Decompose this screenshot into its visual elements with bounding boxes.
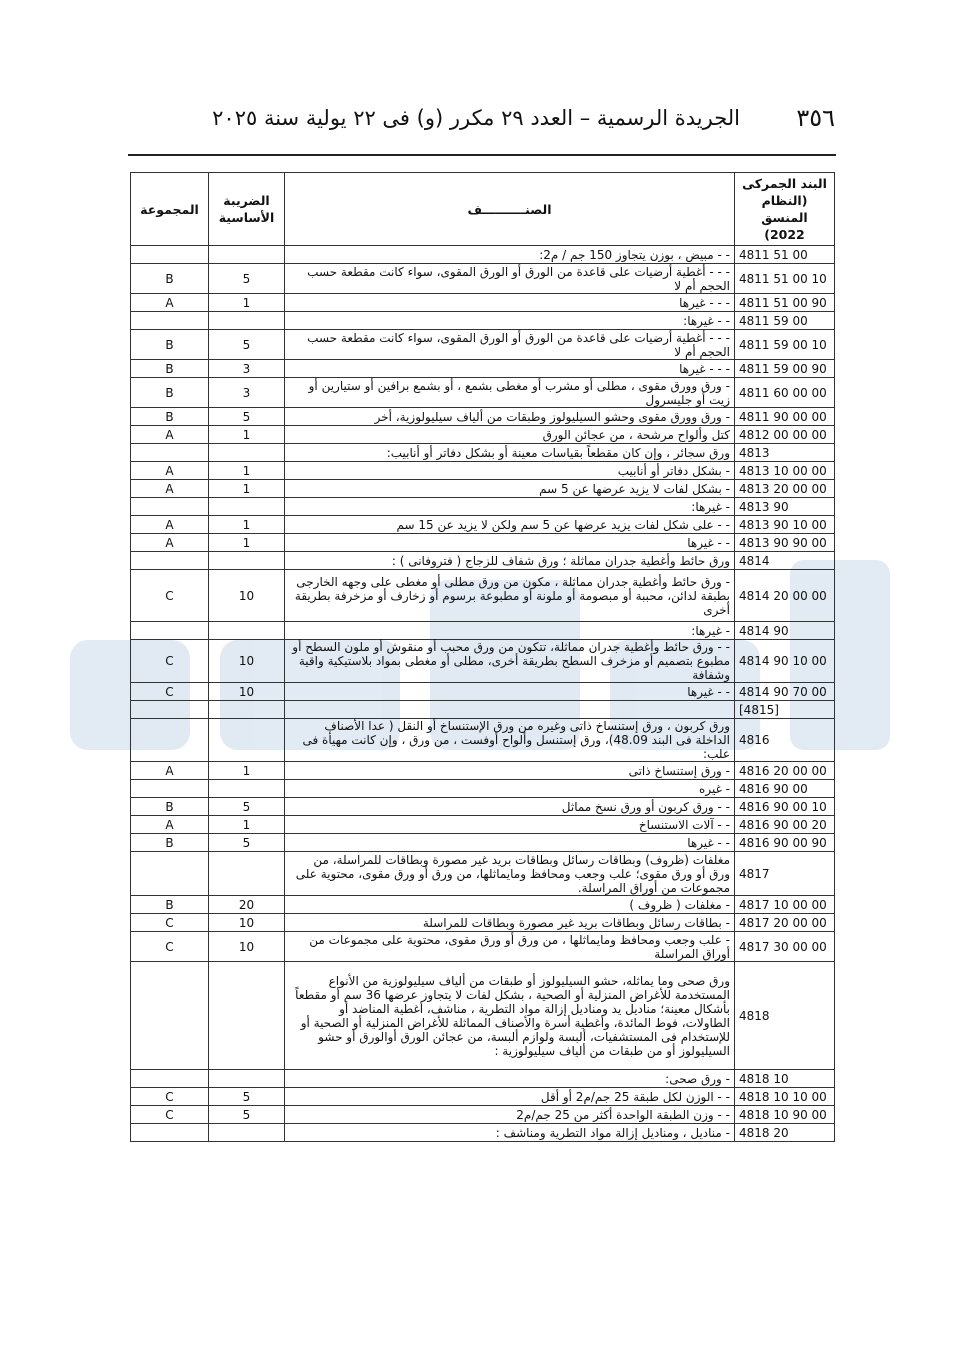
group-code: B <box>131 360 209 378</box>
group-code: C <box>131 932 209 962</box>
group-code: A <box>131 534 209 552</box>
table-row <box>131 570 835 622</box>
item-description: - - الوزن لكل طبقة 25 جم/م2 أو أقل <box>285 1088 735 1106</box>
group-code: A <box>131 516 209 534</box>
tariff-code: 4818 <box>735 962 835 1070</box>
table-row <box>131 444 835 462</box>
tariff-code: 4816 20 00 00 <box>735 762 835 780</box>
group-code <box>131 1124 209 1142</box>
item-description: - - مبيض ، بوزن يتجاوز 150 جم / م2: <box>285 246 735 264</box>
base-rate: 5 <box>209 264 285 294</box>
base-rate: 10 <box>209 640 285 683</box>
group-code: A <box>131 294 209 312</box>
group-code <box>131 719 209 762</box>
tariff-code: 4811 59 00 10 <box>735 330 835 360</box>
tariff-code: 4814 <box>735 552 835 570</box>
base-rate: 1 <box>209 462 285 480</box>
group-code <box>131 701 209 719</box>
item-description: - غيرها: <box>285 622 735 640</box>
base-rate <box>209 312 285 330</box>
group-code: C <box>131 1106 209 1124</box>
tariff-code: 4813 10 00 00 <box>735 462 835 480</box>
item-description: - - ورق حائط وأغطية جدران مماثلة، تتكون من ورق محبب أو منقوش أو ملون السطح أو مطبوع بتصميم أو مزخرف السطح بطريقة أخرى، مطلى أو مغطى بمواد بلاستيكية واقية وشفافة <box>285 640 735 683</box>
base-rate <box>209 701 285 719</box>
item-description: - ورق إستنساخ ذاتى <box>285 762 735 780</box>
tariff-code: 4811 51 00 10 <box>735 264 835 294</box>
group-code: B <box>131 896 209 914</box>
item-description: ورق حائط وأغطية جدران مماثلة ؛ ورق شفاف للزجاج ( فتروفانى ) : <box>285 552 735 570</box>
item-description: ورق سجائر ، وإن كان مقطعاً بقياسات معينة أو بشكل دفاتر أو أنابيب: <box>285 444 735 462</box>
table-row <box>131 932 835 962</box>
tariff-code: 4817 <box>735 852 835 896</box>
tariff-code: 4811 59 00 90 <box>735 360 835 378</box>
base-rate: 1 <box>209 294 285 312</box>
item-description: - بشكل لفات لا يزيد عرضها عن 5 سم <box>285 480 735 498</box>
base-rate: 5 <box>209 834 285 852</box>
table-row <box>131 264 835 294</box>
tariff-code: 4811 90 00 00 <box>735 408 835 426</box>
tariff-code: 4816 90 00 90 <box>735 834 835 852</box>
base-rate: 1 <box>209 480 285 498</box>
group-code: C <box>131 914 209 932</box>
table-row <box>131 816 835 834</box>
group-code: C <box>131 570 209 622</box>
base-rate <box>209 552 285 570</box>
base-rate: 5 <box>209 1106 285 1124</box>
base-rate <box>209 622 285 640</box>
tariff-code: 4818 10 <box>735 1070 835 1088</box>
group-code <box>131 852 209 896</box>
table-row <box>131 408 835 426</box>
item-description: - بطاقات رسائل وبطاقات بريد غير مصورة وبطاقات للمراسلة <box>285 914 735 932</box>
tariff-code: 4813 90 <box>735 498 835 516</box>
table-row <box>131 480 835 498</box>
tariff-code: 4814 20 00 00 <box>735 570 835 622</box>
base-rate <box>209 962 285 1070</box>
item-description: - ورق حائط وأغطية جدران مماثلة ، مكون من ورق مطلى أو مغطى على وجهه الخارجى بطبقة لدائن، محببة أو مبصومة أو ملونة أو مطبوعة برسوم أو زخارف أو مزخرفة بطريقة أخرى <box>285 570 735 622</box>
base-rate: 10 <box>209 932 285 962</box>
tariff-code: 4812 00 00 00 <box>735 426 835 444</box>
group-code: A <box>131 480 209 498</box>
group-code: C <box>131 640 209 683</box>
group-code: A <box>131 462 209 480</box>
tariff-code: 4817 20 00 00 <box>735 914 835 932</box>
gazette-title: الجريدة الرسمية – العدد ٢٩ مكرر (و) فى ٢٢ يولية سنة ٢٠٢٥ <box>212 106 740 130</box>
base-rate: 1 <box>209 816 285 834</box>
table-row <box>131 360 835 378</box>
group-code: A <box>131 816 209 834</box>
item-description: - غيرها: <box>285 498 735 516</box>
table-row <box>131 683 835 701</box>
tariff-code: [4815] <box>735 701 835 719</box>
item-description: - غيره <box>285 780 735 798</box>
column-header-description: الصنــــــــــف <box>285 173 735 246</box>
item-description: - - غيرها <box>285 534 735 552</box>
item-description: - مناديل ، ومناديل إزالة مواد التطرية ومناشف : <box>285 1124 735 1142</box>
item-description: - - - أغطية أرضيات على قاعدة من الورق أو الورق المقوى، سواء كانت مقطعة حسب الحجم أم لا <box>285 330 735 360</box>
tariff-code: 4814 90 <box>735 622 835 640</box>
item-description: - - - غيرها <box>285 294 735 312</box>
tariff-table <box>130 172 835 1142</box>
table-row <box>131 1124 835 1142</box>
base-rate: 10 <box>209 683 285 701</box>
base-rate <box>209 246 285 264</box>
tariff-code: 4818 20 <box>735 1124 835 1142</box>
group-code <box>131 962 209 1070</box>
group-code: A <box>131 426 209 444</box>
column-header-code: البند الجمركى (النظام المنسق 2022) <box>735 173 835 246</box>
group-code: C <box>131 683 209 701</box>
tariff-code: 4813 90 90 00 <box>735 534 835 552</box>
item-description: - - غيرها <box>285 683 735 701</box>
item-description: ورق صحى وما يماثله، حشو السيليولوز أو طبقات من ألياف سيليولوزية من الأنواع المستخدمة للأغراض المنزلية أو الصحية ، بشكل لفات لا يتجاوز عرضها 36 سم أو مقطعاً بأشكال معينة؛ مناديل يد ومناديل إزالة مواد التطرية ، مناشف، أغطية المناضد أو الطاولات، فوط المائدة، وأغطية أسرة والأصناف المماثلة للأغراض المنزلية أو الصحية أو للإستخدام فى المستشفيات، ألبسة ولوازم ألبسة، من عجائن الورق أوالورق أو حشو السيليولوز أو من طبقات من ألياف سيليولوزية : <box>285 962 735 1070</box>
group-code <box>131 312 209 330</box>
tariff-code: 4814 90 70 00 <box>735 683 835 701</box>
base-rate: 20 <box>209 896 285 914</box>
tariff-code: 4816 90 00 <box>735 780 835 798</box>
base-rate: 1 <box>209 516 285 534</box>
tariff-code: 4817 10 00 00 <box>735 896 835 914</box>
base-rate: 10 <box>209 570 285 622</box>
group-code <box>131 622 209 640</box>
group-code <box>131 552 209 570</box>
base-rate <box>209 498 285 516</box>
table-row <box>131 1088 835 1106</box>
tariff-code: 4811 60 00 00 <box>735 378 835 408</box>
tariff-code: 4816 <box>735 719 835 762</box>
header-rule <box>128 154 836 156</box>
table-row <box>131 896 835 914</box>
base-rate <box>209 1124 285 1142</box>
base-rate <box>209 780 285 798</box>
group-code: B <box>131 264 209 294</box>
base-rate <box>209 1070 285 1088</box>
table-row <box>131 498 835 516</box>
base-rate: 1 <box>209 426 285 444</box>
table-row <box>131 552 835 570</box>
table-row <box>131 426 835 444</box>
group-code <box>131 246 209 264</box>
tariff-code: 4818 10 10 00 <box>735 1088 835 1106</box>
table-row <box>131 462 835 480</box>
group-code: B <box>131 834 209 852</box>
item-description: - - آلات الاستنساخ <box>285 816 735 834</box>
table-row <box>131 962 835 1070</box>
item-description: - - غيرها <box>285 834 735 852</box>
table-row <box>131 701 835 719</box>
item-description <box>285 701 735 719</box>
tariff-code: 4813 <box>735 444 835 462</box>
item-description: - - - غيرها <box>285 360 735 378</box>
item-description: - مغلفات ( ظروف ) <box>285 896 735 914</box>
table-row <box>131 378 835 408</box>
item-description: مغلفات (ظروف) وبطاقات رسائل وبطاقات بريد غير مصورة وبطاقات للمراسلة، من ورق أو ورق مقوى؛ علب وجعب ومحافظ ومايماثلها، من ورق أو ورق مقوى، محتوية على مجموعات من أوراق المراسلة. <box>285 852 735 896</box>
base-rate: 5 <box>209 1088 285 1106</box>
item-description: - بشكل دفاتر أو أنابيب <box>285 462 735 480</box>
tariff-code: 4818 10 90 00 <box>735 1106 835 1124</box>
column-header-rate: الضريبة الأساسية <box>209 173 285 246</box>
item-description: - - وزن الطبقة الواحدة أكثر من 25 جم/م2 <box>285 1106 735 1124</box>
page-number: ٣٥٦ <box>796 104 835 132</box>
base-rate: 3 <box>209 378 285 408</box>
base-rate: 1 <box>209 762 285 780</box>
base-rate <box>209 852 285 896</box>
table-row <box>131 762 835 780</box>
group-code <box>131 1070 209 1088</box>
item-description: - ورق وورق مقوى ، مطلى أو مشرب أو مغطى بشمع ، أو بشمع برافين أو ستيارين أو زيت أو جليسرول <box>285 378 735 408</box>
item-description: كتل وألواح مرشحة ، من عجائن الورق <box>285 426 735 444</box>
table-row <box>131 1070 835 1088</box>
table-row <box>131 516 835 534</box>
base-rate: 1 <box>209 534 285 552</box>
item-description: - علب وجعب ومحافظ ومايماثلها ، من ورق أو ورق مقوى، محتوية على مجموعات من أوراق المراسلة <box>285 932 735 962</box>
table-row <box>131 622 835 640</box>
table-row <box>131 312 835 330</box>
base-rate: 5 <box>209 408 285 426</box>
tariff-code: 4816 90 00 10 <box>735 798 835 816</box>
base-rate: 5 <box>209 798 285 816</box>
group-code: B <box>131 798 209 816</box>
group-code: B <box>131 330 209 360</box>
table-row <box>131 1106 835 1124</box>
table-row <box>131 719 835 762</box>
group-code: B <box>131 378 209 408</box>
tariff-code: 4811 59 00 <box>735 312 835 330</box>
tariff-code: 4813 20 00 00 <box>735 480 835 498</box>
base-rate <box>209 444 285 462</box>
table-row <box>131 246 835 264</box>
table-row <box>131 330 835 360</box>
item-description: - - - أغطية أرضيات على قاعدة من الورق أو الورق المقوى، سواء كانت مقطعة حسب الحجم أم لا <box>285 264 735 294</box>
tariff-code: 4813 90 10 00 <box>735 516 835 534</box>
base-rate <box>209 719 285 762</box>
item-description: - ورق صحى: <box>285 1070 735 1088</box>
item-description: ورق كربون ، ورق إستنساخ ذاتى وغيره من ورق الإستنساخ أو النقل ( عدا الأصناف الداخلة فى البند 48.09)، ورق إستنسل وألواح أوفست ، من ورق ، وإن كانت مهيأة فى علب: <box>285 719 735 762</box>
group-code: A <box>131 762 209 780</box>
group-code: B <box>131 408 209 426</box>
table-header-row <box>131 173 835 246</box>
tariff-code: 4811 51 00 90 <box>735 294 835 312</box>
tariff-code: 4816 90 00 20 <box>735 816 835 834</box>
group-code <box>131 780 209 798</box>
table-row <box>131 852 835 896</box>
column-header-group: المجموعة <box>131 173 209 246</box>
base-rate: 3 <box>209 360 285 378</box>
base-rate: 5 <box>209 330 285 360</box>
table-row <box>131 294 835 312</box>
item-description: - - غيرها: <box>285 312 735 330</box>
table-row <box>131 834 835 852</box>
item-description: - - ورق كربون أو ورق نسخ مماثل <box>285 798 735 816</box>
table-row <box>131 534 835 552</box>
group-code <box>131 444 209 462</box>
table-row <box>131 914 835 932</box>
tariff-code: 4811 51 00 <box>735 246 835 264</box>
item-description: - ورق وورق مقوى وحشو السيليولوز وطبقات من ألياف سيليولوزية، أخر <box>285 408 735 426</box>
table-row <box>131 780 835 798</box>
group-code <box>131 498 209 516</box>
tariff-code: 4814 90 10 00 <box>735 640 835 683</box>
table-row <box>131 640 835 683</box>
item-description: - - على شكل لفات يزيد عرضها عن 5 سم ولكن لا يزيد عن 15 سم <box>285 516 735 534</box>
table-row <box>131 798 835 816</box>
tariff-code: 4817 30 00 00 <box>735 932 835 962</box>
group-code: C <box>131 1088 209 1106</box>
page-header <box>130 104 835 144</box>
base-rate: 10 <box>209 914 285 932</box>
